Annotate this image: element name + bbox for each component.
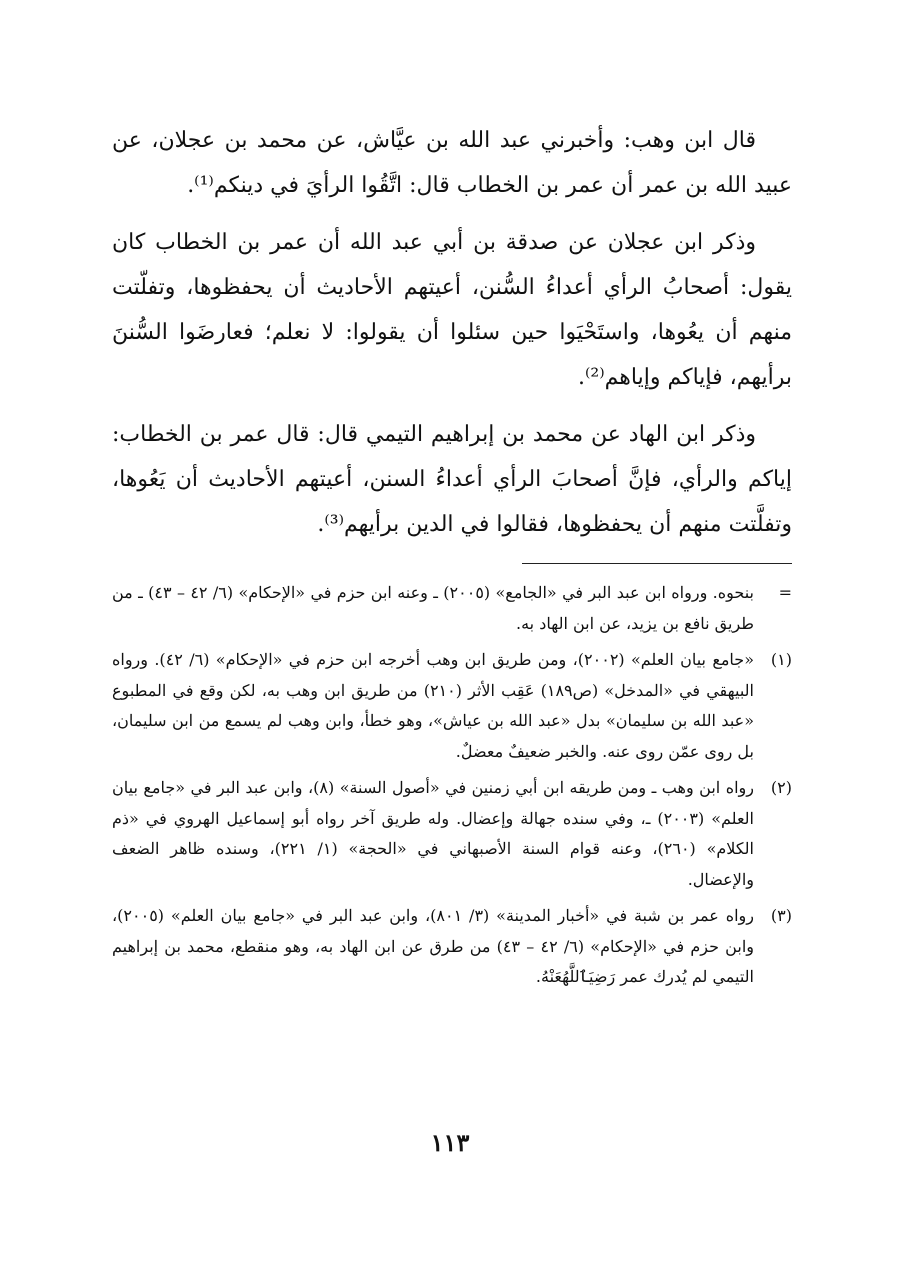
page-number: ١١٣ [430,1128,470,1157]
footnote-text: رواه ابن وهب ـ ومن طريقه ابن أبي زمنين في «أصول السنة» (٨)، وابن عبد البر في «جامع بيان العلم» (٢٠٠٣) ـ، وفي سنده جهالة وإعضال. وله طريق آخر رواه أبو إسماعيل الهروي في «ذم الكلام» (٢٦٠)، وعنه قوام السنة الأصبهاني في «الحجة» (١/ ٢٢١)، وسنده ظاهر الضعف والإعضال. [112,778,754,889]
main-paragraph-1: قال ابن وهب: وأخبرني عبد الله بن عيَّاش، عن محمد بن عجلان، عن عبيد الله بن عمر أن عمر بن الخطاب قال: اتَّقُوا الرأيَ في دينكم⁽¹⁾. [112,128,792,198]
footnote-1 [112,645,792,767]
footnote-marker: (٣) [770,906,792,925]
main-paragraph-2: وذكر ابن عجلان عن صدقة بن أبي عبد الله أن عمر بن الخطاب كان يقول: أصحابُ الرأي أعداءُ السُّنن، أعيتهم الأحاديث أن يحفظوها، وتفلّتت منهم أن يعُوها، واستَحْيَوا حين سئلوا أن يقولوا: لا نعلم؛ فعارضَوا السُّننَ برأيهم، فإياكم وإياهم⁽²⁾. [112,230,792,390]
footnote-marker: = [778,583,792,602]
footnote-3 [112,901,792,993]
footnote-marker: (٢) [770,778,792,797]
footnote-text: بنحوه. ورواه ابن عبد البر في «الجامع» (٢٠٠٥) ـ وعنه ابن حزم في «الإحكام» (٦/ ٤٢ – ٤٣) ـ من طريق نافع بن يزيد، عن ابن الهاد به. [112,583,755,633]
footnote-continued [112,578,792,639]
page-body [112,118,792,999]
footnote-2 [112,773,792,895]
footnote-text: «جامع بيان العلم» (٢٠٠٢)، ومن طريق ابن وهب أخرجه ابن حزم في «الإحكام» (٦/ ٤٢). ورواه البيهقي في «المدخل» (ص١٨٩) عَقِب الأثر (٢١٠) من طريق ابن وهب به، لكن وقع في المطبوع «عبد الله بن سليمان» بدل «عبد الله بن عياش»، وهو خطأ، وابن وهب لم يسمع من ابن سليمان، بل روى عمّن روى عنه. والخبر ضعيفٌ معضلٌ. [112,650,754,761]
footnote-marker: (١) [770,650,792,669]
footnote-separator [522,563,792,564]
footnotes [112,578,792,993]
main-paragraph-3: وذكر ابن الهاد عن محمد بن إبراهيم التيمي قال: قال عمر بن الخطاب: إياكم والرأي، فإنَّ أصحابَ الرأي أعداءُ السنن، أعيتهم الأحاديث أن يَعُوها، وتفلَّتت منهم أن يحفظوها، فقالوا في الدين برأيهم⁽³⁾. [112,422,792,537]
footnote-text: رواه عمر بن شبة في «أخبار المدينة» (٣/ ٨٠١)، وابن عبد البر في «جامع بيان العلم» (٢٠٠٥)، وابن حزم في «الإحكام» (٦/ ٤٢ – ٤٣) من طرق عن ابن الهاد به، وهو منقطع، محمد بن إبراهيم التيمي لم يُدرك عمر رَضِيَٱللَّهُعَنْهُ. [112,906,754,986]
